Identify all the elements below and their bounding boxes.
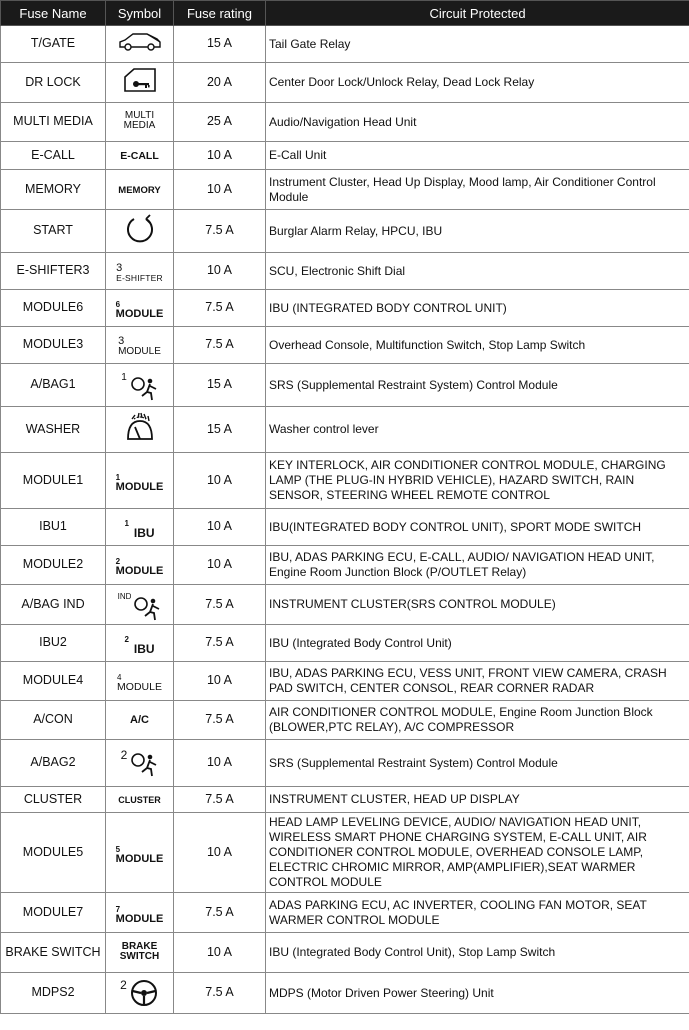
fuse-rating: 20 A: [174, 63, 266, 103]
symbol-cell: [106, 662, 174, 701]
fuse-name: MEMORY: [1, 170, 106, 210]
fuse-name: CLUSTER: [1, 787, 106, 813]
fuse-rating: 7.5 A: [174, 973, 266, 1014]
table-row: [1, 210, 689, 253]
table-row: [1, 453, 689, 509]
table-row: [1, 625, 689, 662]
symbol-number: 1: [115, 472, 121, 482]
symbol-cell: [106, 210, 174, 253]
symbol-cell: [106, 701, 174, 740]
fuse-name: MODULE7: [1, 893, 106, 933]
fuse-name: E-CALL: [1, 142, 106, 170]
symbol-cell: [106, 546, 174, 585]
symbol-number: 6: [115, 300, 121, 309]
symbol-number: 2: [120, 748, 128, 762]
symbol-label: MODULE: [115, 912, 164, 925]
table-row: [1, 509, 689, 546]
symbol-label: MODULE: [117, 681, 162, 694]
symbol-label: E-SHIFTER: [116, 272, 163, 283]
table-row: [1, 787, 689, 813]
header-fuse-name: Fuse Name: [1, 1, 106, 26]
fuse-name: MODULE5: [1, 813, 106, 893]
symbol-cell: [106, 103, 174, 142]
table-row: [1, 63, 689, 103]
symbol-cell: [106, 509, 174, 546]
circuit-protected: Instrument Cluster, Head Up Display, Mood lamp, Air Conditioner Control Module: [266, 170, 689, 210]
fuse-name: MODULE3: [1, 327, 106, 364]
circuit-protected: IBU, ADAS PARKING ECU, E-CALL, AUDIO/ NAVIGATION HEAD UNIT, Engine Room Junction Block (P/OUTLET Relay): [266, 546, 689, 585]
table-row: [1, 170, 689, 210]
fuse-name: MULTI MEDIA: [1, 103, 106, 142]
circuit-protected: INSTRUMENT CLUSTER, HEAD UP DISPLAY: [266, 787, 689, 813]
symbol-cell: [106, 787, 174, 813]
circuit-protected: Overhead Console, Multifunction Switch, Stop Lamp Switch: [266, 327, 689, 364]
fuse-rating: 7.5 A: [174, 701, 266, 740]
fuse-name: A/CON: [1, 701, 106, 740]
symbol-label: CLUSTER: [118, 794, 161, 805]
symbol-label: MODULE: [115, 565, 164, 577]
symbol-number: 2: [120, 978, 127, 992]
symbol-number: 3: [118, 335, 125, 347]
start-icon: [124, 214, 156, 244]
airbag-icon: [131, 592, 161, 622]
steering-wheel-icon: [129, 978, 159, 1008]
fuse-rating: 25 A: [174, 103, 266, 142]
symbol-cell: [106, 290, 174, 327]
fuse-rating: 7.5 A: [174, 210, 266, 253]
circuit-protected: IBU (Integrated Body Control Unit): [266, 625, 689, 662]
fuse-rating: 10 A: [174, 142, 266, 170]
table-row: [1, 546, 689, 585]
circuit-protected: SRS (Supplemental Restraint System) Control Module: [266, 364, 689, 407]
fuse-rating: 10 A: [174, 813, 266, 893]
table-row: [1, 740, 689, 787]
symbol-cell: [106, 625, 174, 662]
fuse-rating: 7.5 A: [174, 625, 266, 662]
symbol-cell: [106, 170, 174, 210]
circuit-protected: Burglar Alarm Relay, HPCU, IBU: [266, 210, 689, 253]
symbol-number: 7: [115, 904, 121, 914]
fuse-name: A/BAG2: [1, 740, 106, 787]
table-row: [1, 407, 689, 453]
fuse-name: WASHER: [1, 407, 106, 453]
fuse-rating: 7.5 A: [174, 787, 266, 813]
symbol-number: 3: [116, 261, 123, 274]
circuit-protected: Center Door Lock/Unlock Relay, Dead Lock Relay: [266, 63, 689, 103]
fuse-name: IBU1: [1, 509, 106, 546]
table-row: [1, 327, 689, 364]
fuse-name: BRAKE SWITCH: [1, 933, 106, 973]
fuse-name: T/GATE: [1, 26, 106, 63]
symbol-label: MODULE: [115, 480, 164, 493]
symbol-label: MODULE: [115, 852, 164, 865]
table-row: [1, 973, 689, 1014]
symbol-label: E-CALL: [120, 149, 159, 162]
table-row: [1, 813, 689, 893]
airbag-icon: [128, 372, 158, 402]
table-row: [1, 893, 689, 933]
fuse-rating: 10 A: [174, 453, 266, 509]
symbol-cell: [106, 63, 174, 103]
fuse-name: A/BAG IND: [1, 585, 106, 625]
fuse-rating: 7.5 A: [174, 893, 266, 933]
symbol-label: MODULE: [118, 346, 161, 357]
table-row: [1, 585, 689, 625]
symbol-cell: [106, 453, 174, 509]
circuit-protected: IBU (Integrated Body Control Unit), Stop Lamp Switch: [266, 933, 689, 973]
symbol-cell: [106, 973, 174, 1014]
symbol-number: 2: [115, 557, 121, 566]
table-row: [1, 933, 689, 973]
header-circuit: Circuit Protected: [266, 1, 689, 26]
symbol-cell: [106, 813, 174, 893]
fuse-rating: 7.5 A: [174, 290, 266, 327]
fuse-name: E-SHIFTER3: [1, 253, 106, 290]
header-fuse-rating: Fuse rating: [174, 1, 266, 26]
symbol-number: 4: [117, 673, 122, 683]
header-symbol: Symbol: [106, 1, 174, 26]
circuit-protected: IBU(INTEGRATED BODY CONTROL UNIT), SPORT MODE SWITCH: [266, 509, 689, 546]
fuse-name: MODULE4: [1, 662, 106, 701]
fuse-rating: 15 A: [174, 26, 266, 63]
symbol-cell: [106, 740, 174, 787]
fuse-rating: 10 A: [174, 546, 266, 585]
table-row: [1, 662, 689, 701]
fuse-rating: 7.5 A: [174, 585, 266, 625]
table-row: [1, 103, 689, 142]
symbol-cell: [106, 26, 174, 63]
tailgate-icon: [117, 31, 163, 53]
circuit-protected: HEAD LAMP LEVELING DEVICE, AUDIO/ NAVIGATION HEAD UNIT, WIRELESS SMART PHONE CHARGING SYSTEM, E-CALL UNIT, AIR CONDITIONER CONTROL MODULE, OVERHEAD CONSOLE LAMP, ELECTRIC CHROMIC MIRROR, AMP(AMPLIFIER),SEAT WARMER CONTROL MODULE: [266, 813, 689, 893]
airbag-icon: [128, 748, 158, 778]
circuit-protected: E-Call Unit: [266, 142, 689, 170]
fuse-rating: 15 A: [174, 364, 266, 407]
fuse-name: MODULE1: [1, 453, 106, 509]
symbol-cell: [106, 253, 174, 290]
symbol-label: A/C: [130, 714, 149, 727]
circuit-protected: MDPS (Motor Driven Power Steering) Unit: [266, 973, 689, 1014]
symbol-label: IBU: [133, 526, 155, 540]
fuse-rating: 10 A: [174, 740, 266, 787]
fuse-name: MODULE6: [1, 290, 106, 327]
table-row: [1, 142, 689, 170]
fuse-rating: 10 A: [174, 253, 266, 290]
symbol-label: MEMORY: [118, 184, 161, 196]
circuit-protected: SRS (Supplemental Restraint System) Control Module: [266, 740, 689, 787]
fuse-rating: 15 A: [174, 407, 266, 453]
symbol-label: BRAKE SWITCH: [119, 940, 160, 962]
circuit-protected: Washer control lever: [266, 407, 689, 453]
symbol-cell: [106, 407, 174, 453]
washer-icon: [124, 411, 156, 443]
symbol-label: IBU: [133, 642, 155, 656]
symbol-cell: [106, 142, 174, 170]
symbol-label: MULTI MEDIA: [123, 110, 156, 132]
symbol-number: IND: [117, 591, 132, 601]
table-row: [1, 701, 689, 740]
symbol-number: 2: [124, 635, 129, 644]
fuse-name: MDPS2: [1, 973, 106, 1014]
fuse-rating: 10 A: [174, 170, 266, 210]
circuit-protected: SCU, Electronic Shift Dial: [266, 253, 689, 290]
table-row: [1, 290, 689, 327]
table-row: [1, 253, 689, 290]
fuse-rating: 10 A: [174, 509, 266, 546]
symbol-number: 1: [124, 519, 129, 528]
symbol-number: 5: [115, 844, 121, 854]
symbol-number: 1: [121, 371, 127, 383]
circuit-protected: Audio/Navigation Head Unit: [266, 103, 689, 142]
fuse-rating: 7.5 A: [174, 327, 266, 364]
fuse-name: START: [1, 210, 106, 253]
circuit-protected: IBU (INTEGRATED BODY CONTROL UNIT): [266, 290, 689, 327]
door-lock-icon: [122, 67, 158, 93]
symbol-cell: [106, 364, 174, 407]
symbol-cell: [106, 585, 174, 625]
circuit-protected: IBU, ADAS PARKING ECU, VESS UNIT, FRONT VIEW CAMERA, CRASH PAD SWITCH, CENTER CONSOL, REAR CORNER RADAR: [266, 662, 689, 701]
symbol-cell: [106, 933, 174, 973]
fuse-name: MODULE2: [1, 546, 106, 585]
circuit-protected: KEY INTERLOCK, AIR CONDITIONER CONTROL MODULE, CHARGING LAMP (THE PLUG-IN HYBRID VEHICLE), HAZARD SWITCH, RAIN SENSOR, STEERING WHEEL REMOTE CONTROL: [266, 453, 689, 509]
fuse-name: A/BAG1: [1, 364, 106, 407]
fuse-rating: 10 A: [174, 662, 266, 701]
fuse-rating: 10 A: [174, 933, 266, 973]
header-row: [1, 1, 689, 26]
fuse-name: DR LOCK: [1, 63, 106, 103]
symbol-cell: [106, 327, 174, 364]
symbol-label: MODULE: [115, 308, 164, 320]
circuit-protected: INSTRUMENT CLUSTER(SRS CONTROL MODULE): [266, 585, 689, 625]
circuit-protected: ADAS PARKING ECU, AC INVERTER, COOLING FAN MOTOR, SEAT WARMER CONTROL MODULE: [266, 893, 689, 933]
table-row: [1, 26, 689, 63]
table-row: [1, 364, 689, 407]
symbol-cell: [106, 893, 174, 933]
fuse-name: IBU2: [1, 625, 106, 662]
circuit-protected: Tail Gate Relay: [266, 26, 689, 63]
circuit-protected: AIR CONDITIONER CONTROL MODULE, Engine Room Junction Block (BLOWER,PTC RELAY), A/C COMPRESSOR: [266, 701, 689, 740]
